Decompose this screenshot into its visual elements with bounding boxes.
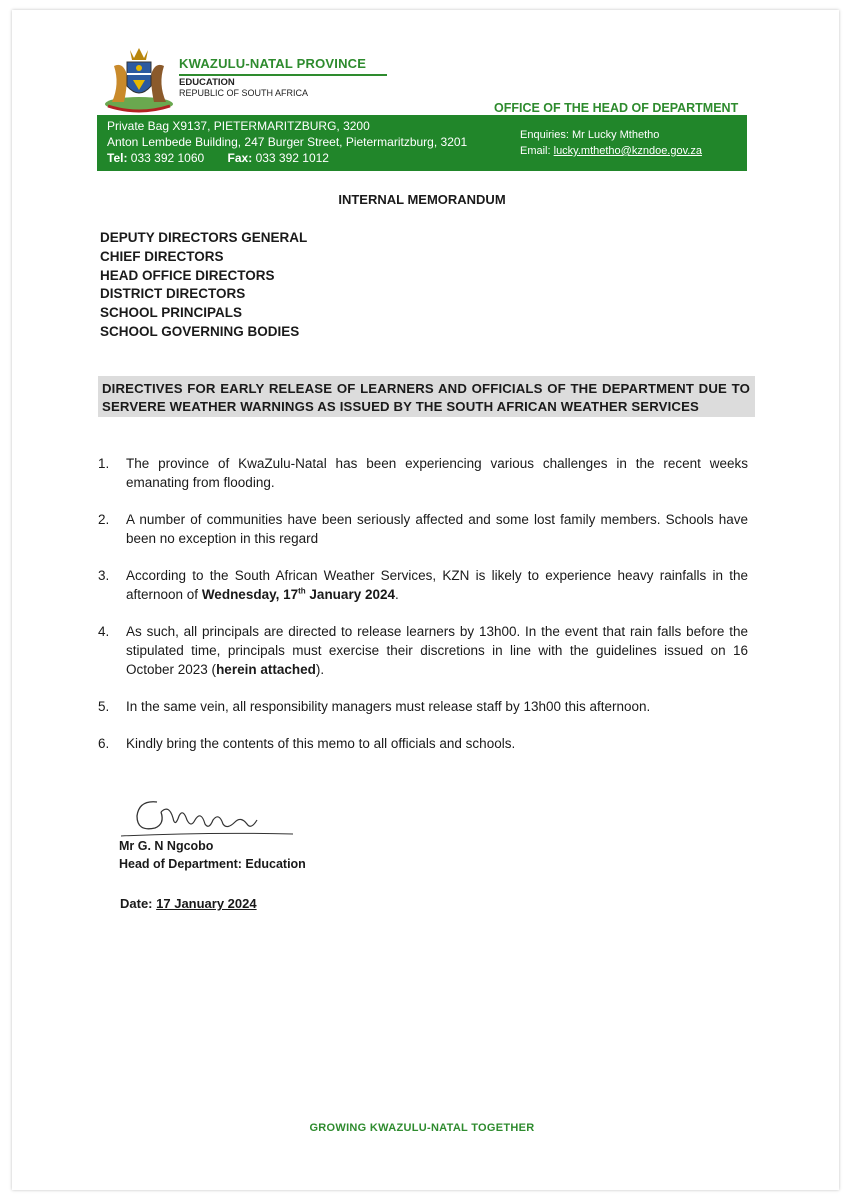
office-title: OFFICE OF THE HEAD OF DEPARTMENT — [494, 101, 739, 115]
department-name: EDUCATION — [179, 77, 235, 88]
date-value: 17 January 2024 — [156, 896, 257, 911]
fax-label: Fax: — [227, 151, 253, 165]
coat-of-arms-icon — [100, 44, 178, 114]
list-item — [98, 622, 748, 679]
email-link[interactable]: lucky.mthetho@kzndoe.gov.za — [553, 145, 702, 157]
item-date-bold: Wednesday, 17 — [201, 587, 299, 602]
address-line-1: Private Bag X9137, PIETERMARITZBURG, 3200 — [107, 119, 370, 133]
fax-number: 033 392 1012 — [255, 151, 329, 165]
date-line — [120, 896, 257, 911]
item-text: As such, all principals are directed to release learners by 13h00. In the event that rain falls before the stipulated time, principals must exercise their discretions in line with the guidelines issued on 16 October 2023 ( — [126, 624, 748, 677]
item-number: 1. — [98, 456, 110, 471]
email-label: Email: — [520, 145, 551, 157]
contact-band — [97, 115, 747, 171]
item-text-end: . — [394, 587, 399, 602]
item-number: 2. — [98, 512, 110, 527]
recipient-item: CHIEF DIRECTORS — [100, 248, 224, 264]
tel-number: 033 392 1060 — [130, 151, 205, 165]
item-number: 6. — [98, 736, 110, 751]
signatory-name: Mr G. N Ngcobo — [119, 839, 214, 853]
address-line-2: Anton Lembede Building, 247 Burger Street, Pietermaritzburg, 3201 — [107, 135, 468, 149]
list-item — [98, 510, 748, 548]
list-item — [98, 734, 748, 753]
signatory-title: Head of Department: Education — [119, 857, 306, 871]
memo-items — [98, 454, 748, 771]
recipient-item: DISTRICT DIRECTORS — [100, 286, 246, 302]
list-item — [98, 566, 748, 604]
province-name: KWAZULU-NATAL PROVINCE — [179, 56, 367, 71]
phone-line — [107, 151, 329, 165]
item-attachment-note: herein attached — [216, 662, 316, 677]
recipient-list — [100, 229, 307, 342]
item-text: In the same vein, all responsibility managers must release staff by 13h00 this afternoon. — [126, 699, 651, 714]
signatory-block — [119, 837, 306, 873]
date-label: Date: — [120, 896, 153, 911]
recipient-item: SCHOOL GOVERNING BODIES — [100, 323, 300, 339]
recipient-item: SCHOOL PRINCIPALS — [100, 305, 243, 321]
memo-page — [12, 10, 839, 1190]
email-line — [520, 145, 702, 157]
recipient-item: DEPUTY DIRECTORS GENERAL — [100, 230, 308, 245]
tel-label: Tel: — [107, 151, 128, 165]
item-text: A number of communities have been seriously affected and some lost family members. Schools have been no exception in this regard — [126, 512, 748, 546]
item-text: Kindly bring the contents of this memo to all officials and schools. — [126, 736, 516, 751]
subject-heading: DIRECTIVES FOR EARLY RELEASE OF LEARNERS AND OFFICIALS OF THE DEPARTMENT DUE TO SERVERE WEATHER WARNINGS AS ISSUED BY THE SOUTH AFRICAN WEATHER SERVICES — [98, 376, 755, 417]
item-date-bold-2: January 2024 — [305, 587, 395, 602]
republic-name: REPUBLIC OF SOUTH AFRICA — [179, 88, 309, 98]
enquiries: Enquiries: Mr Lucky Mthetho — [520, 129, 660, 141]
item-text-end: ). — [315, 662, 325, 677]
memo-title: INTERNAL MEMORANDUM — [338, 192, 506, 207]
list-item — [98, 697, 748, 716]
item-text: According to the South African Weather Services, KZN is likely to experience heavy rainfalls in the afternoon of — [126, 568, 748, 602]
footer-slogan: GROWING KWAZULU-NATAL TOGETHER — [309, 1122, 535, 1134]
item-number: 3. — [98, 568, 110, 583]
recipient-item: HEAD OFFICE DIRECTORS — [100, 267, 275, 283]
item-number: 4. — [98, 624, 110, 639]
header-divider — [179, 74, 387, 76]
list-item — [98, 454, 748, 492]
item-number: 5. — [98, 699, 110, 714]
item-text: The province of KwaZulu-Natal has been experiencing various challenges in the recent weeks emanating from flooding. — [126, 456, 748, 490]
item-date-suffix: th — [298, 586, 306, 596]
